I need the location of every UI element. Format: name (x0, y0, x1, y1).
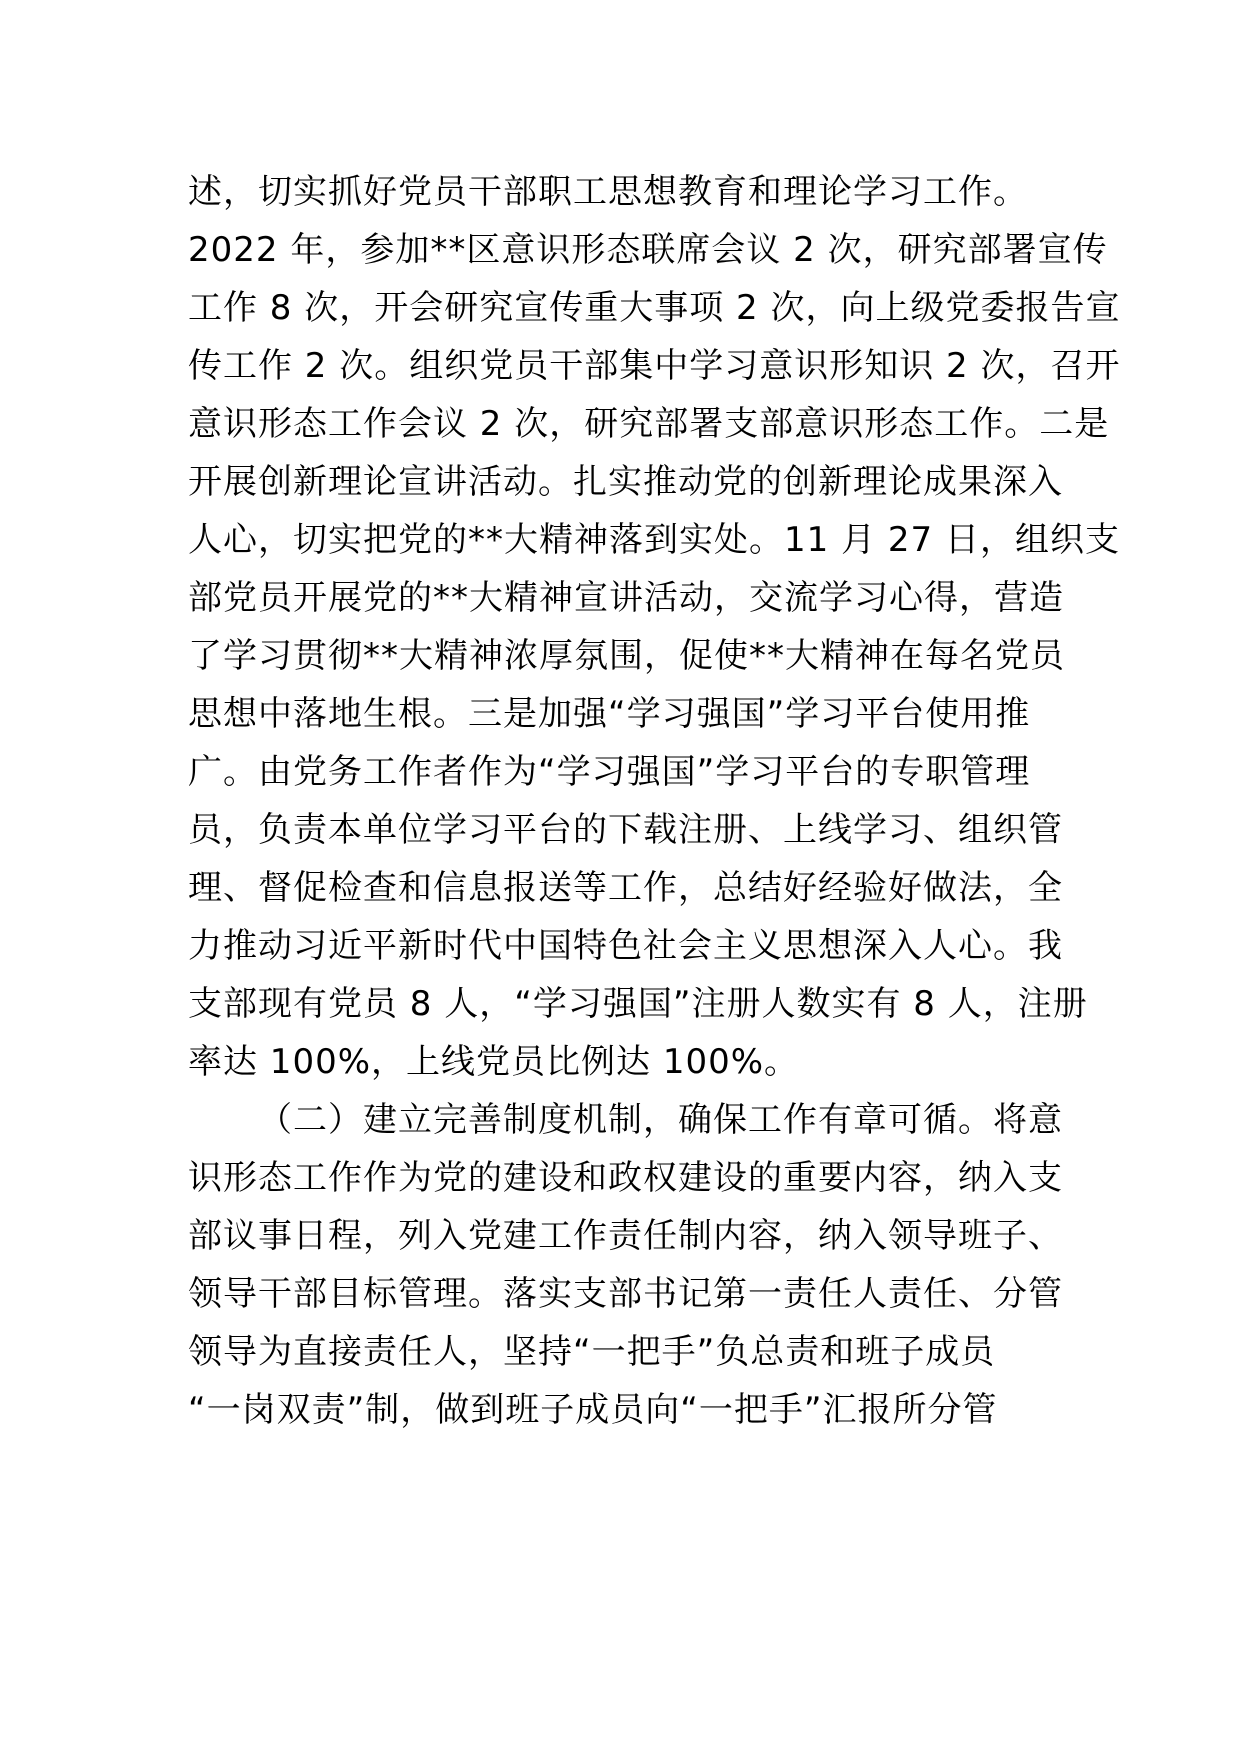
text-line: 2022 年，参加**区意识形态联席会议 2 次，研究部署宣传 (188, 230, 1108, 270)
text-line-indented: （二）建立完善制度机制，确保工作有章可循。将意 (258, 1100, 1063, 1140)
text-line: 支部现有党员 8 人，“学习强国”注册人数实有 8 人，注册 (188, 984, 1088, 1024)
text-line: “一岗双责”制，做到班子成员向“一把手”汇报所分管 (188, 1390, 998, 1430)
text-line: 述，切实抓好党员干部职工思想教育和理论学习工作。 (188, 172, 1028, 212)
text-line: 传工作 2 次。组织党员干部集中学习意识形知识 2 次，召开 (188, 346, 1121, 386)
text-line: 理、督促检查和信息报送等工作，总结好经验好做法，全 (188, 868, 1063, 908)
text-line: 人心，切实把党的**大精神落到实处。11 月 27 日，组织支 (188, 520, 1120, 560)
text-line: 部议事日程，列入党建工作责任制内容，纳入领导班子、 (188, 1216, 1063, 1256)
text-line: 力推动习近平新时代中国特色社会主义思想深入人心。我 (188, 926, 1063, 966)
text-line: 广。由党务工作者作为“学习强国”学习平台的专职管理 (188, 752, 1031, 792)
text-line: 率达 100%，上线党员比例达 100%。 (188, 1042, 800, 1082)
text-line: 员，负责本单位学习平台的下载注册、上线学习、组织管 (188, 810, 1063, 850)
text-line: 部党员开展党的**大精神宣讲活动，交流学习心得，营造 (188, 578, 1064, 618)
text-line: 开展创新理论宣讲活动。扎实推动党的创新理论成果深入 (188, 462, 1063, 502)
text-line: 识形态工作作为党的建设和政权建设的重要内容，纳入支 (188, 1158, 1063, 1198)
text-line: 意识形态工作会议 2 次，研究部署支部意识形态工作。二是 (188, 404, 1110, 444)
text-line: 领导为直接责任人，坚持“一把手”负总责和班子成员 (188, 1332, 996, 1372)
text-line: 领导干部目标管理。落实支部书记第一责任人责任、分管 (188, 1274, 1063, 1314)
text-line: 了学习贯彻**大精神浓厚氛围，促使**大精神在每名党员 (188, 636, 1065, 676)
text-line: 工作 8 次，开会研究宣传重大事项 2 次，向上级党委报告宣 (188, 288, 1121, 328)
text-line: 思想中落地生根。三是加强“学习强国”学习平台使用推 (188, 694, 1031, 734)
